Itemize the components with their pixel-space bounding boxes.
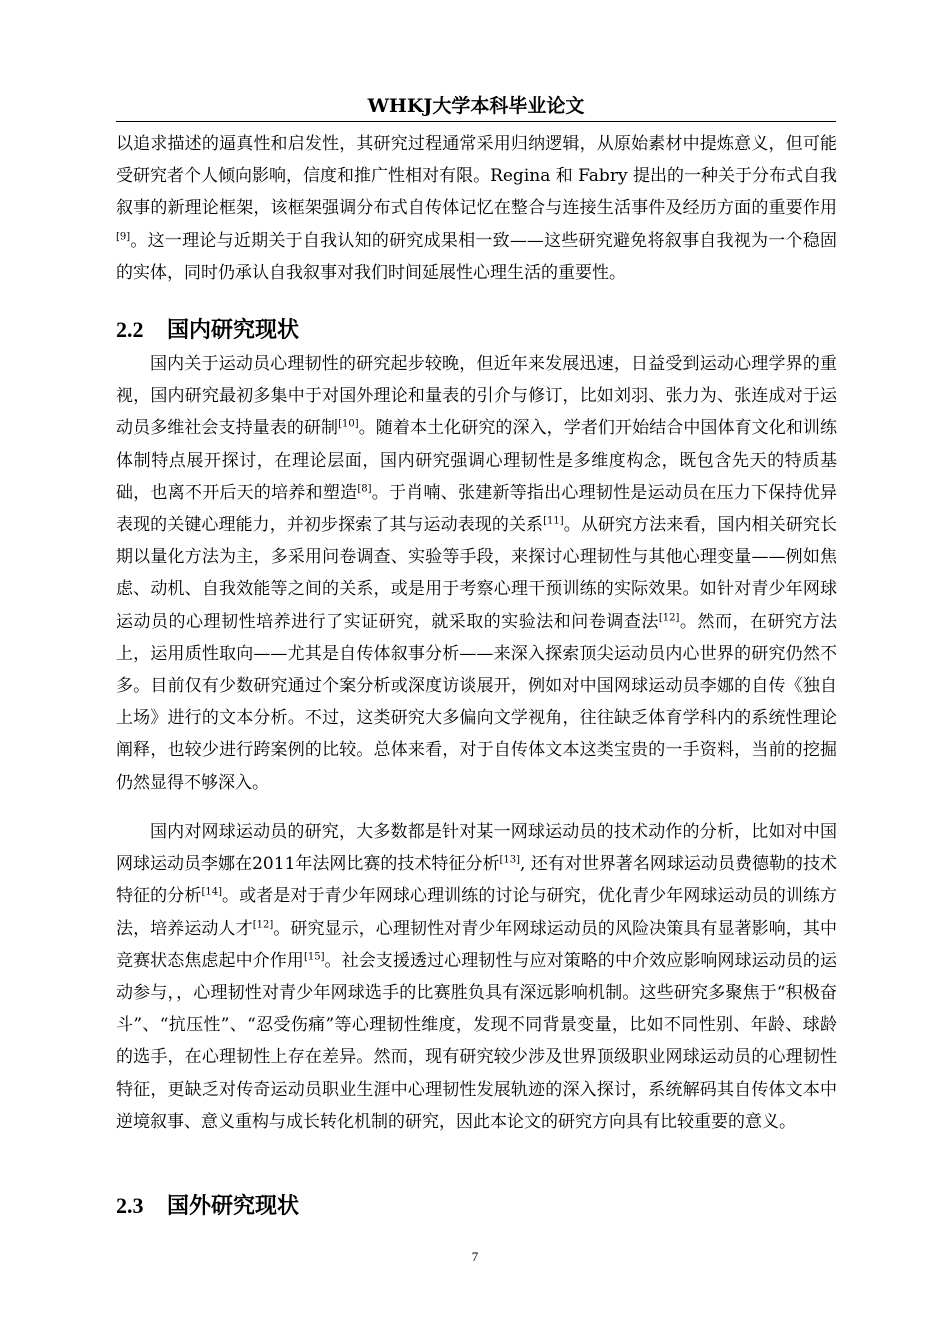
running-header: WHKJ大学本科毕业论文 [116,94,836,122]
citation-marker: [12] [658,611,680,623]
citation-marker: [15] [303,951,325,963]
body-paragraph: 国内关于运动员心理韧性的研究起步较晚，但近年来发展迅速，日益受到运动心理学界的重视，国内研究最初多集中于对国外理论和量表的引介与修订，比如刘羽、张力为、张连成对于运动员多维社会支持量表的研制[10]。随着本土化研究的深入，学者们开始结合中国体育文化和训练体制特点展开探讨，在理论层面，国内研究强调心理韧性是多维度构念，既包含先天的特质基础，也离不开后天的培养和塑造[8]。于肖喃、张建新等指出心理韧性是运动员在压力下保持优异表现的关键心理能力，并初步探索了其与运动表现的关系[11]。从研究方法来看，国内相关研究长期以量化方法为主，多采用问卷调查、实验等手段，来探讨心理韧性与其他心理变量——例如焦虑、动机、自我效能等之间的关系，或是用于考察心理干预训练的实际效果。如针对青少年网球运动员的心理韧性培养进行了实证研究，就采取的实验法和问卷调查法[12]。然而，在研究方法上，运用质性取向——尤其是自传体叙事分析——来深入探索顶尖运动员内心世界的研究仍然不多。目前仅有少数研究通过个案分析或深度访谈展开，例如对中国网球运动员李娜的自传《独自上场》进行的文本分析。不过，这类研究大多偏向文学视角，往往缺乏体育学科内的系统性理论阐释，也较少进行跨案例的比较。总体来看，对于自传体文本这类宝贵的一手资料，当前的挖掘仍然显得不够深入。 [116,354,838,793]
section-number: 2.3 [116,1193,144,1218]
citation-marker: [11] [543,515,564,527]
citation-marker: [14] [201,886,222,898]
section-2-3-heading-block [116,1188,837,1224]
citation-marker: [13] [499,854,521,866]
section-title: 国外研究现状 [167,1194,300,1219]
section-title: 国内研究现状 [167,318,300,343]
section-heading [116,1188,837,1224]
citation-marker: [9] [116,230,131,242]
section-2-2-body [116,348,837,799]
intro-block [116,128,837,289]
citation-marker: [12] [252,918,274,930]
intro-paragraph: 以追求描述的逼真性和启发性，其研究过程通常采用归纳逻辑，从原始素材中提炼意义，但可能受研究者个人倾向影响，信度和推广性相对有限。Regina 和 Fabry 提出的一种关于分布式自我叙事的新理论框架，该框架强调分布式自传体记忆在整合与连接生活事件及经历方面的重要作用[9]。这一理论与近期关于自我认知的研究成果相一致——这些研究避免将叙事自我视为一个稳固的实体，同时仍承认自我叙事对我们时间延展性心理生活的重要性。 [116,134,837,283]
page-number: 7 [471,1249,479,1264]
section-2-2-body-2 [116,816,837,1138]
body-paragraph: 国内对网球运动员的研究，大多数都是针对某一网球运动员的技术动作的分析，比如对中国网球运动员李娜在2011年法网比赛的技术特征分析[13], 还有对世界著名网球运动员费德勒的技术特征的分析[14]。或者是对于青少年网球心理训练的讨论与研究，优化青少年网球运动员的训练方法，培养运动人才[12]。研究显示，心理韧性对青少年网球运动员的风险决策具有显著影响，其中竞赛状态焦虑起中介作用[15]。社会支援透过心理韧性与应对策略的中介效应影响网球运动员的运动参与，，心理韧性对青少年网球选手的比赛胜负具有深远影响机制。这些研究多聚焦于“积极奋斗”、“抗压性”、“忍受伤痛”等心理韧性维度，发现不同背景变量，比如不同性别、年龄、球龄的选手，在心理韧性上存在差异。然而，现有研究较少涉及世界顶级职业网球运动员的心理韧性特征，更缺乏对传奇运动员职业生涯中心理韧性发展轨迹的深入探讨，系统解码其自传体文本中逆境叙事、意义重构与成长转化机制的研究，因此本论文的研究方向具有比较重要的意义。 [116,822,838,1132]
citation-marker: [10] [338,418,359,430]
section-number: 2.2 [116,317,144,342]
section-2-2-heading-block [116,312,837,348]
citation-marker: [8] [357,483,372,495]
section-heading [116,312,837,348]
